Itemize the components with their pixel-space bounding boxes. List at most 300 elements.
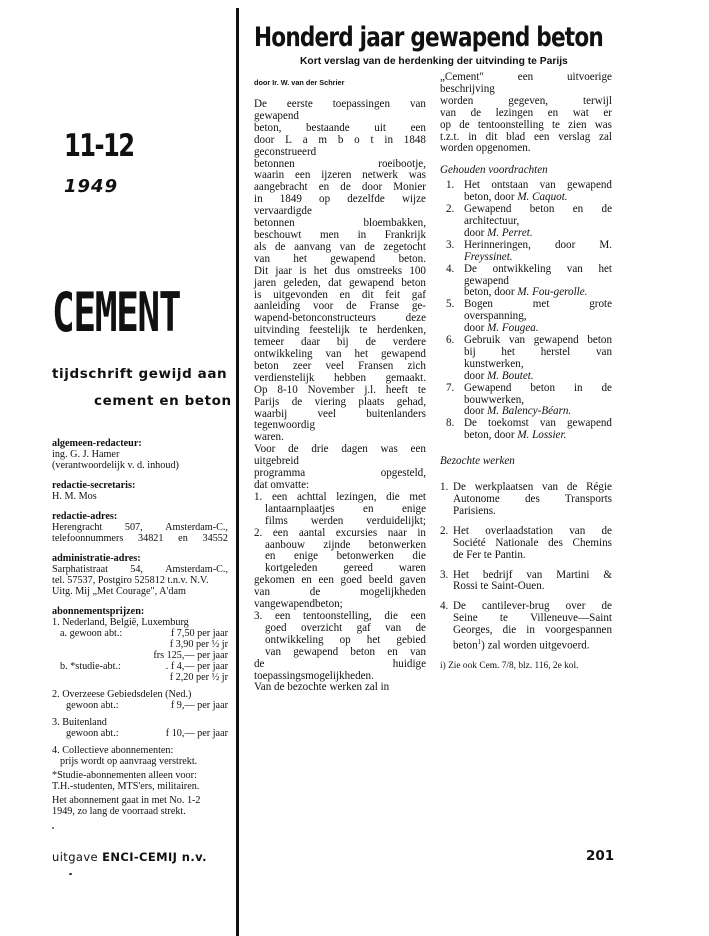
intro-line-word: tentoonstelling [477, 118, 544, 131]
visit-number: 3. [440, 568, 449, 581]
phone-conjunction: en [178, 533, 188, 544]
body-line-word: uit [374, 121, 387, 134]
agenda-line-word: zijnde [323, 538, 351, 551]
body-line-word: uitgevonden [273, 288, 328, 301]
body-line-word: is [254, 288, 262, 301]
agenda-line-word: die [386, 490, 400, 503]
lecture-by: beton, door [464, 429, 518, 442]
lecture-item [440, 264, 612, 300]
body-line [254, 242, 426, 254]
intro-line-word: te [551, 118, 560, 131]
body-line-word: aanvang [294, 240, 332, 253]
colophon [52, 438, 228, 826]
tagline-line-1: tijdschrift gewijd aan [52, 366, 228, 382]
agenda-line-word: films [265, 514, 288, 527]
lecture-number: 6. [446, 334, 455, 347]
body-line-word: dat [328, 276, 342, 289]
lecture-line-word: beton [587, 334, 612, 347]
body-line-word: j.l. [364, 383, 377, 396]
visit-line-word: Transports [564, 493, 612, 505]
agenda-line-word: betonwerken [336, 550, 394, 563]
body-line-word: toepassingen [332, 98, 390, 110]
agenda-line-word: gewapend [293, 645, 339, 658]
subs-overseas-price: f 9,— per jaar [170, 700, 228, 711]
body-line-word: men [319, 228, 340, 241]
visit-line-word: Het [453, 568, 470, 581]
agenda-line-word: naar [387, 526, 407, 539]
lecture-line-word: de [601, 381, 612, 394]
body-line-word: van [339, 240, 356, 253]
agenda-line-word: met [409, 490, 426, 503]
body-line-word: gewapend [349, 276, 394, 289]
body-line-word: een [410, 121, 426, 134]
body-line [254, 278, 426, 290]
body-line-word: Op [254, 383, 268, 396]
body-line-word: voor [313, 300, 334, 313]
body-line-word: gemaakt. [385, 371, 426, 384]
subs-collective-note: prijs wordt op aanvraag verstrekt. [60, 756, 198, 767]
body-line-word: was [380, 443, 398, 456]
body-line-word: de [365, 336, 376, 349]
lecture-speaker: M. Fou-gerolle. [517, 286, 588, 299]
body-line-word: zegetocht [383, 240, 426, 253]
agenda-line [254, 659, 426, 671]
lecture-line-word: ontwikkeling [492, 262, 552, 275]
address-block [52, 511, 228, 544]
subs-francs: frs 125,— per jaar [153, 650, 228, 661]
body-line-word: b [337, 133, 344, 146]
visit-line-word: des [548, 536, 563, 549]
body-line-word: wapend-betonconstructeurs [254, 312, 376, 325]
body-line-word: drie [311, 443, 329, 456]
agenda-line-word: goed [265, 621, 287, 634]
agenda-line-word: het [366, 633, 381, 646]
subs-region-3: 3. Buitenland [52, 717, 107, 728]
visit-line-word: die [502, 624, 517, 637]
agenda-line-word: van [385, 621, 402, 634]
subs-student-price: . f 4,— per jaar [165, 661, 228, 672]
body-line-word: 1848 [403, 133, 426, 146]
visit-line-word: werkplaatsen [474, 481, 534, 494]
agenda-line-word: enige [294, 550, 319, 563]
lecture-line-word: grote [589, 298, 612, 311]
phone-number-1: 34821 [138, 533, 164, 544]
agenda-line-word: lantaarnplaatjes [265, 502, 335, 515]
body-line-word: betonnen [254, 217, 295, 230]
agenda-line-word: betonwerken [368, 538, 426, 551]
agenda-line-word: een [271, 490, 288, 503]
subs-abroad-price: f 10,— per jaar [165, 728, 228, 739]
agenda-line-word: en [387, 645, 398, 658]
subs-region-1: 1. Nederland, België, Luxemburg [52, 617, 189, 628]
body-line-word: veel [325, 359, 344, 372]
body-line [254, 385, 426, 397]
lecture-speaker-line [464, 228, 612, 240]
lecture-number: 5. [446, 298, 455, 311]
subs-regular-label: a. gewoon abt.: [60, 628, 123, 639]
body-line-word: waarin [254, 169, 285, 182]
intro-line: beschrijving [440, 82, 495, 95]
lecture-speaker-line [464, 430, 612, 442]
body-line-word: verdienstelijk [254, 371, 315, 384]
body-line: vervaardigde [254, 205, 312, 218]
visit-item [440, 570, 612, 594]
lecture-line-word: beton [530, 381, 556, 394]
lecture-number: 2. [446, 203, 455, 216]
publisher-line [52, 850, 207, 864]
agenda-line-word: en [301, 574, 312, 587]
body-line [254, 123, 426, 135]
body-line-word: L [285, 133, 292, 146]
agenda-line-word: lezingen, [336, 490, 377, 503]
agenda-line-word: van [265, 645, 282, 658]
body-line-word: feestelijk [309, 324, 350, 337]
agenda-line-word: een [410, 609, 426, 622]
body-line-word: aangebracht [254, 181, 308, 194]
body-line-word: gaf [411, 288, 426, 301]
agenda-line-word: de [309, 586, 321, 599]
agenda-line-word: excursies [335, 526, 378, 539]
body-line-word: zich [407, 359, 426, 372]
subs-start-note-1: Het abonnement gaat in met No. 1-2 [52, 795, 201, 806]
body-line-word: De [254, 98, 267, 110]
body-line-word: veel [317, 407, 336, 420]
editor-note: (verantwoordelijk v. d. inhoud) [52, 460, 179, 471]
lecture-by: door [464, 369, 488, 382]
body-line-word: roeibootje, [378, 157, 426, 170]
lecture-line-word: gewapend [533, 334, 579, 347]
lecture-line-word: met [532, 298, 550, 311]
body-line-word: 100 [409, 264, 426, 277]
lecture-line-word: de [601, 203, 612, 216]
editor-label: algemeen-redacteur: [52, 438, 142, 449]
body-line [254, 135, 426, 147]
lecture-line [464, 383, 612, 395]
intro-line-word: dit [485, 130, 498, 143]
body-line: uitgebreid [254, 455, 299, 468]
body-line-word: viering [314, 395, 347, 408]
body-line-word: de [346, 300, 357, 313]
body-line-word: het [354, 348, 369, 361]
subs-regular-row [52, 628, 228, 639]
admin-block [52, 553, 228, 597]
body-line-word: bloembakken, [363, 217, 426, 230]
lecture-item [440, 240, 612, 264]
lecture-speaker: M. Boutet. [487, 369, 534, 382]
agenda-line-word: 1. [254, 490, 263, 503]
lecture-number: 7. [446, 381, 455, 394]
column-divider [236, 8, 239, 936]
visit-text: beton [453, 639, 478, 652]
agenda-line-word: werden [310, 514, 344, 527]
body-line-word: hebben [333, 371, 367, 384]
body-line-word: van [254, 252, 271, 265]
subs-student-label: b. *studie-abt.: [60, 661, 121, 672]
body-line-word: deze [405, 312, 426, 325]
agenda-line-word: aanbouw [265, 538, 306, 551]
subs-student-half: f 2,20 per ½ jr [169, 672, 228, 683]
agenda-line-word: de [415, 621, 426, 634]
article-column-2 [440, 72, 612, 673]
admin-number: 54, [130, 564, 143, 575]
lecture-speaker-line [464, 371, 612, 383]
intro-line-word: terwijl [583, 94, 612, 107]
body-line-word: feit [385, 288, 401, 301]
body-line-word: op [319, 193, 331, 206]
secretary-name: H. M. Mos [52, 491, 97, 502]
intro-line-word: in [468, 130, 477, 143]
subs-region-2: 2. Overzeese Gebiedsdelen (Ned.) [52, 689, 192, 700]
address-street: Herengracht [52, 522, 103, 533]
agenda-line-word: 3. [254, 609, 263, 622]
body-line-word: de [288, 443, 299, 456]
lecture-number: 8. [446, 417, 455, 430]
body-line-word: Franse [369, 300, 400, 313]
body-line-word: beschouwt [254, 228, 302, 241]
visit-line-word: de [566, 481, 578, 494]
phone-label: telefoonnummers [52, 533, 124, 544]
body-line [254, 266, 426, 278]
visit-line-word: Georges, [453, 624, 493, 637]
lecture-line-word: toekomst [488, 417, 529, 430]
agenda-line [254, 516, 426, 528]
intro-line-word: verslag [558, 130, 591, 143]
agenda-line-word: ontwikkeling [265, 633, 324, 646]
lecture-by: door [464, 322, 488, 335]
visit-line-word: Régie [586, 481, 612, 494]
tagline-line-2: cement en beton [94, 393, 232, 409]
body-line-word: dit [361, 288, 374, 301]
body-line-word: ontwikkeling [254, 348, 313, 361]
agenda-line-word: kortgeleden [265, 562, 318, 575]
lecture-number: 3. [446, 238, 455, 251]
publisher-prefix: uitgave [52, 850, 103, 864]
visit-line-word: Chemins [572, 536, 612, 549]
body-line-word: plaats [358, 395, 385, 408]
lecture-by: beton, door [464, 286, 518, 299]
address-line-2 [52, 533, 228, 544]
visit-line-word: Seine [453, 612, 478, 625]
lecture-line: architectuur, [464, 214, 520, 227]
lecture-item [440, 204, 612, 240]
visit-line-word: Société [453, 536, 486, 549]
agenda-line-word: 2. [254, 526, 263, 539]
body-line-word: 8-10 [277, 383, 298, 396]
secretary-block [52, 480, 228, 502]
body-line-word: is [299, 264, 307, 277]
body-line-word: dezelfde [347, 193, 385, 206]
agenda-line-word: enige [401, 502, 426, 515]
body-line-word: aanleiding [254, 300, 301, 313]
lecture-line-word: gewapend [566, 179, 612, 192]
visit-line-word: van [526, 568, 543, 581]
lecture-line-word: beton [529, 203, 555, 216]
intro-line-word: t.z.t. [440, 130, 460, 143]
body-line-word: de [291, 395, 303, 408]
body-line-word: gewapend [381, 348, 426, 361]
visit-line-word: Martini [556, 568, 590, 581]
lecture-line-word: van [539, 179, 556, 192]
body-line-word: in [357, 228, 367, 241]
lectures-list [440, 180, 612, 442]
body-line-word: en [318, 181, 330, 194]
intro-line-word: was [594, 118, 612, 131]
footnote-marker: 1 [477, 638, 482, 647]
phone-number-2: 34552 [202, 533, 228, 544]
agenda-line-word: verduidelijkt; [366, 514, 426, 527]
intro-line-word: zien [568, 118, 587, 131]
visit-line [453, 637, 612, 653]
agenda-line [254, 647, 426, 659]
body-line-word: verdere [392, 336, 426, 349]
visit-number: 1. [440, 481, 449, 494]
visit-line-word: van [542, 481, 559, 494]
agenda-line-word: beton; [315, 598, 343, 611]
body-line-word: het [313, 264, 328, 277]
article-column-1 [254, 99, 426, 694]
body-line-word: te [417, 383, 426, 396]
intro-line: worden opgenomen. [440, 142, 531, 155]
body-line-word: Frankrijk [384, 228, 426, 241]
body-line-word: een [294, 169, 311, 182]
body-line-word: buitenlanders [366, 407, 426, 420]
visit-line-word: bedrijf [482, 568, 513, 581]
visit-item [440, 526, 612, 562]
lecture-line-word: Gewapend [464, 203, 512, 216]
subs-half-year: f 3,90 per ½ jr [169, 639, 228, 650]
lecture-line-word: herstel [540, 345, 571, 358]
body-line-word: programma [254, 467, 306, 480]
lecture-line-word: van [509, 334, 526, 347]
body-line-word: en [339, 288, 351, 301]
address-label: redactie-adres: [52, 511, 118, 522]
intro-line [440, 108, 612, 120]
admin-label: administratie-adres: [52, 553, 141, 564]
body-line-word: temeer [254, 336, 285, 349]
lecture-item [440, 335, 612, 383]
visit-line-word: des [524, 493, 540, 505]
agenda-line-word: aantal [298, 526, 326, 539]
body-line-word: de [340, 181, 351, 194]
visits-list [440, 482, 612, 653]
intro-line-word: en [547, 106, 559, 119]
intro-line-word: blad [506, 130, 526, 143]
agenda-line-word: goed [340, 574, 363, 587]
visit-line-word: Autonome [453, 493, 500, 505]
subs-student-row [52, 661, 228, 672]
body-line-word: jaren [254, 276, 277, 289]
body-line-word: zeer [292, 359, 312, 372]
body-line-word: Monier [393, 181, 426, 194]
article-author: door Ir. W. van der Schrier [254, 78, 345, 87]
body-line-word: t [370, 133, 374, 146]
lecture-line-word: in [573, 381, 583, 394]
body-line-word: door [254, 133, 275, 146]
agenda-line: toepassingsmogelijkheden. [254, 669, 374, 682]
lecture-line-word: Het [464, 179, 481, 192]
editor-name: ing. G. J. Hamer [52, 449, 120, 460]
intro-line [440, 96, 612, 108]
subs-student-note-1: *Studie-abonnementen alleen voor: [52, 770, 197, 781]
article-title: Honderd jaar gewapend beton [254, 22, 603, 53]
lecture-line-word: van [539, 417, 556, 430]
lecture-line: bouwwerken, [464, 393, 525, 406]
lecture-line-word: en [572, 203, 584, 216]
agenda-line-word: op [339, 633, 351, 646]
lecture-line-word: door [554, 238, 576, 251]
body-line-word: November [307, 383, 355, 396]
visit-line-word: Villeneuve—Saint [530, 612, 612, 625]
intro-line-word: een [534, 130, 550, 143]
lecture-by: door [464, 405, 488, 418]
subscriptions-block [52, 606, 228, 817]
body-line-word: dus [334, 264, 350, 277]
lecture-line-word: ontstaan [491, 179, 529, 192]
visit-line [453, 526, 612, 538]
intro-line-word: uitvoerige [567, 71, 612, 83]
body-line-word: netwerk [362, 169, 398, 182]
agenda-line [254, 504, 426, 516]
intro-line-word: zal [599, 130, 612, 143]
article-subtitle: Kort verslag van de herdenking der uitvinding te Parijs [300, 56, 568, 67]
agenda-line-word: en [265, 550, 276, 563]
lecture-item [440, 418, 612, 442]
agenda-line-word: huidige [392, 657, 426, 670]
footnote: i) Zie ook Cem. 7/8, blz. 116, 2e kol. [440, 660, 579, 671]
lecture-speaker: M. Caquot. [517, 191, 568, 204]
visit-line-word: te [499, 612, 508, 625]
lecture-speaker: M. Balency-Béarn. [487, 405, 572, 418]
agenda-line [254, 623, 426, 635]
agenda-line-word: van [409, 645, 426, 658]
intro-line-word: er [603, 106, 612, 119]
subs-abroad-label: gewoon abt.: [66, 728, 119, 739]
body-line-word: herdenken, [377, 324, 426, 337]
lecture-line [464, 264, 612, 276]
body-line-word: jaar [275, 264, 292, 277]
body-line-word: heeft [385, 383, 409, 396]
body-line: Van de bezochte werken zal in [254, 681, 390, 694]
body-line-word: wijze [401, 193, 426, 206]
body-line-word: beton [401, 276, 426, 289]
body-line-word: opgesteld, [380, 467, 426, 480]
visits-heading: Bezochte werken [440, 455, 515, 468]
lecture-speaker: M. Lossier. [517, 429, 567, 442]
page-number: 201 [586, 848, 615, 864]
body-line-word: gewapend [330, 252, 376, 265]
lectures-heading: Gehouden voordrachten [440, 164, 548, 177]
body-line-word: het [293, 252, 307, 265]
body-line-word: dagen [341, 443, 368, 456]
visit-line [453, 625, 612, 637]
subs-start-note-2: 1949, zo lang de voorraad strekt. [52, 806, 186, 817]
publisher-name: ENCI-CEMIJ n.v. [102, 850, 207, 864]
body-line-word: Parijs [254, 395, 280, 408]
lecture-item [440, 299, 612, 335]
agenda-line-word: in [417, 526, 426, 539]
lecture-line-word: M. [599, 238, 612, 251]
agenda-line-word: een [318, 574, 334, 587]
agenda-line-word: en [363, 502, 374, 515]
body-line-word: een [410, 443, 426, 456]
body-line-word: Voor [254, 443, 276, 456]
visit-line-word: De [453, 600, 466, 613]
agenda-line-word: de [254, 657, 265, 670]
body-line: dat omvatte: [254, 479, 310, 491]
body-line-word: o [354, 133, 360, 146]
visit-number: 2. [440, 524, 449, 537]
agenda-line-word: gaf [356, 621, 371, 634]
